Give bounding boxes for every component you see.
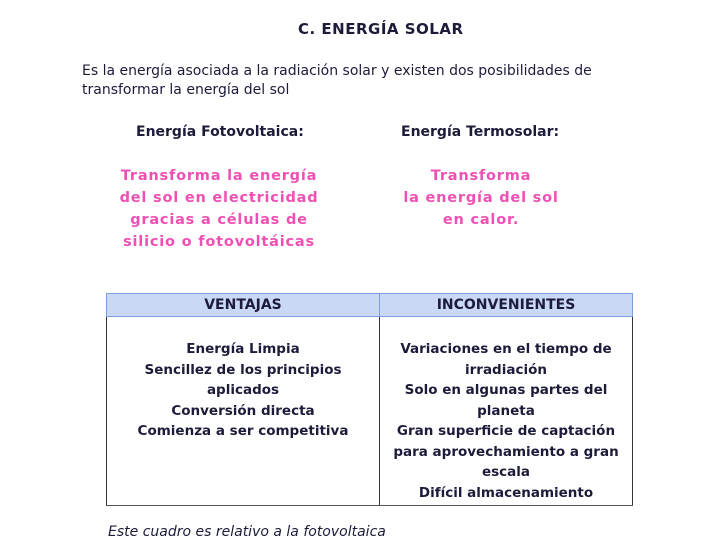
inconveniente-line: Difícil almacenamiento <box>418 484 594 501</box>
description-line: silicio o fotovoltáicas <box>123 234 315 250</box>
ventaja-line: Comienza a ser competitiva <box>137 423 349 439</box>
inconveniente-line: Gran superficie de captación <box>396 423 616 439</box>
ventaja-line: aplicados <box>206 382 280 398</box>
ventajas-cell <box>107 317 380 506</box>
intro-paragraph: Es la energía asociada a la radiación solar y existen dos posibilidades de transformar la energía del sol <box>82 63 592 98</box>
fotovoltaica-heading: Energía Fotovoltaica: <box>136 124 304 140</box>
inconveniente-line: Solo en algunas partes del <box>404 382 608 398</box>
termosolar-heading: Energía Termosolar: <box>401 124 560 140</box>
ventaja-line: Energía Limpia <box>186 341 300 357</box>
description-line: en calor. <box>442 212 520 228</box>
description-line: gracias a células de <box>130 212 308 228</box>
fotovoltaica-description <box>108 165 330 253</box>
description-line: la energía del sol <box>403 190 559 206</box>
footnote: Este cuadro es relativo a la fotovoltaica <box>108 524 386 540</box>
pros-cons-table <box>106 293 633 506</box>
description-line: Transforma la energía <box>120 168 318 184</box>
inconveniente-line: irradiación <box>465 361 547 378</box>
page-title: C. ENERGÍA SOLAR <box>298 20 464 38</box>
inconveniente-line: Variaciones en el tiempo de <box>400 341 612 357</box>
inconvenientes-header: INCONVENIENTES <box>380 294 633 317</box>
ventaja-line: Conversión directa <box>171 402 315 419</box>
ventaja-line: Sencillez de los principios <box>144 361 342 378</box>
ventajas-header: VENTAJAS <box>107 294 380 317</box>
description-line: del sol en electricidad <box>119 190 319 206</box>
inconvenientes-cell <box>380 317 633 506</box>
inconveniente-line: escala <box>481 464 531 480</box>
description-line: Transforma <box>430 168 532 184</box>
inconveniente-line: para aprovechamiento a gran <box>393 443 619 460</box>
termosolar-description <box>392 165 570 231</box>
inconveniente-line: planeta <box>477 402 535 419</box>
